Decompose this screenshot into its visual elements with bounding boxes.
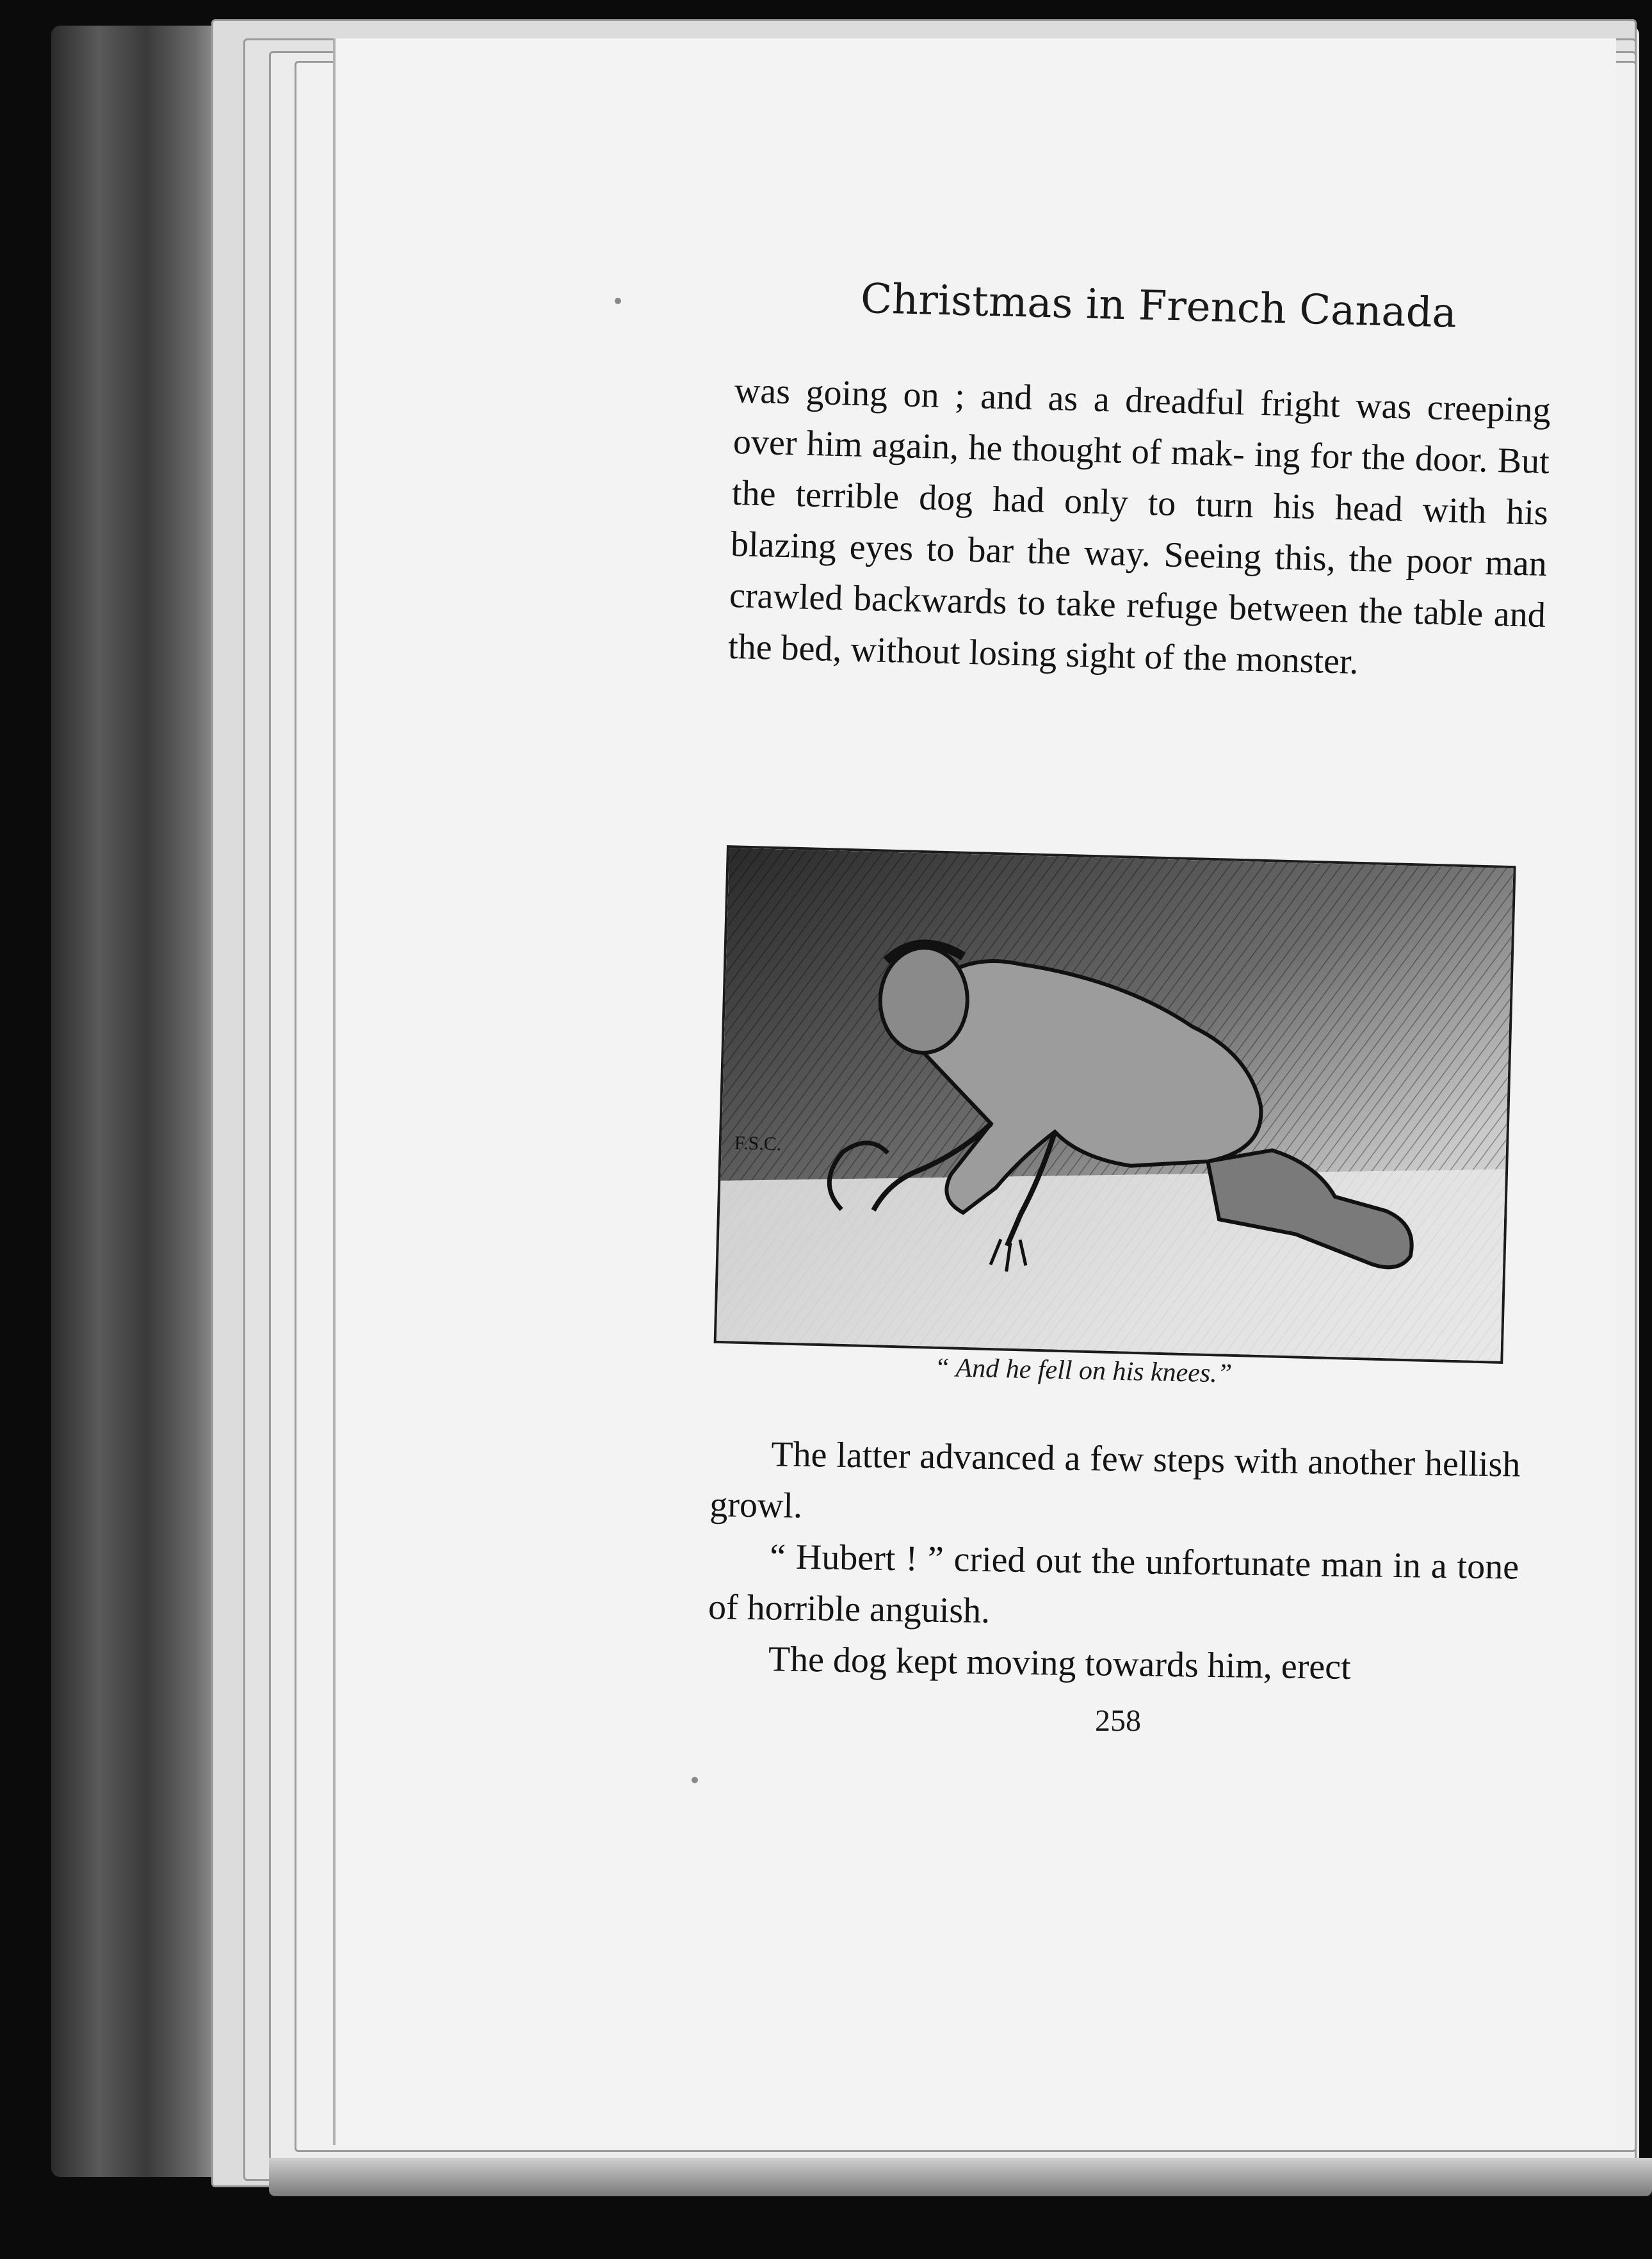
running-head: Christmas in French Canada: [860, 275, 1457, 337]
paragraph-2: [707, 1428, 1520, 1696]
illustration-caption: “ And he fell on his knees.”: [934, 1352, 1233, 1389]
paragraph-2a: The latter advanced a few steps with another hellish growl.: [709, 1434, 1521, 1526]
paragraph-1: [727, 365, 1551, 692]
page-number: 258: [1095, 1704, 1141, 1738]
page-bottom-edge: [269, 2158, 1652, 2196]
artist-signature: F.S.C.: [734, 1132, 782, 1155]
paragraph-2b: “ Hubert ! ” cried out the unfortunate man in a tone of horrible anguish.: [708, 1537, 1519, 1632]
paragraph-2c: The dog kept moving towards him, erect: [768, 1639, 1352, 1687]
illustration-drawing: [717, 848, 1514, 1361]
paragraph-1-text: was going on ; and as a dreadful fright was creeping over him again, he thought of mak- ing for the door. But the terrible dog had only to turn his head with his blazing eyes to bar the way. Seeing this, the poor man crawled backwards to take refuge between the table and the bed, without losing sight of the monster.: [727, 370, 1551, 682]
illustration: [714, 845, 1516, 1364]
paper-speck: [692, 1777, 698, 1783]
paper-speck: [615, 298, 621, 304]
